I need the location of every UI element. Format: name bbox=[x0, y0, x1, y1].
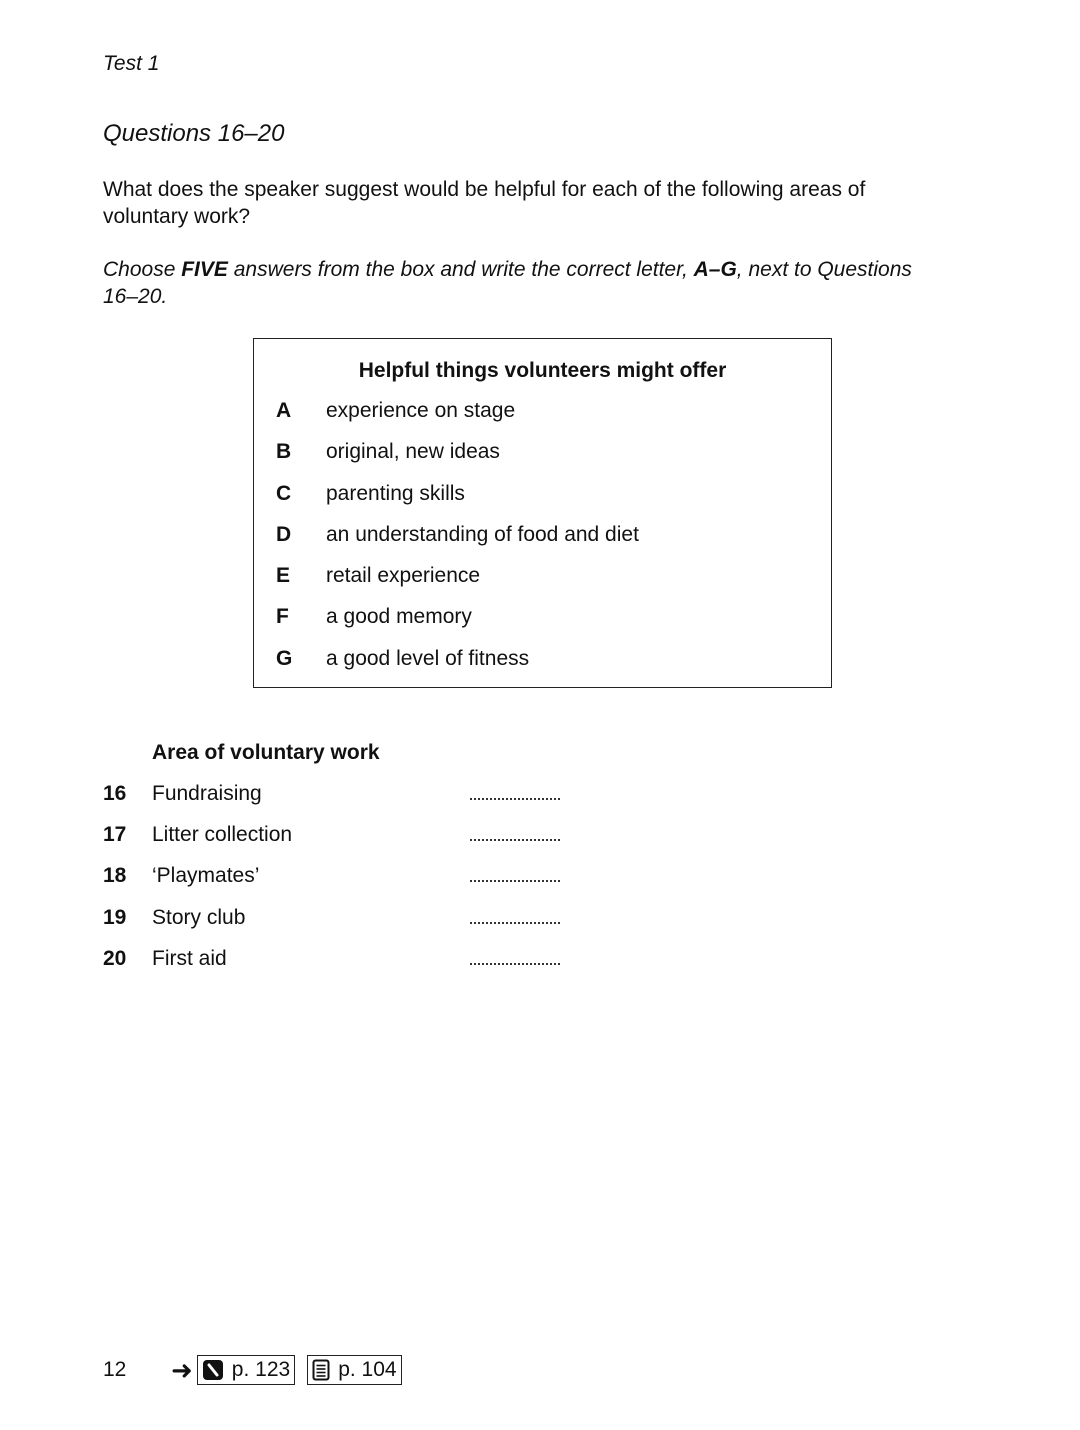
option-text: original, new ideas bbox=[326, 440, 500, 464]
answer-key-page: p. 104 bbox=[338, 1358, 397, 1381]
instruction-emphasis-range: A–G bbox=[693, 258, 737, 281]
question-number: 19 bbox=[103, 905, 127, 929]
instruction-part: Choose bbox=[103, 258, 182, 281]
question-number: 20 bbox=[103, 946, 127, 970]
running-head: Test 1 bbox=[103, 52, 160, 75]
question-list bbox=[103, 782, 560, 988]
options-list bbox=[276, 399, 639, 688]
answer-blank[interactable] bbox=[470, 951, 560, 965]
instruction-part: , next to Questions 16–20. bbox=[103, 258, 912, 308]
option-text: a good level of fitness bbox=[326, 646, 530, 670]
options-box bbox=[253, 338, 832, 688]
page-footer bbox=[103, 1355, 414, 1385]
answer-blank[interactable] bbox=[470, 786, 560, 800]
question-row bbox=[103, 782, 560, 823]
option-row bbox=[276, 523, 639, 564]
audio-script-reference[interactable] bbox=[197, 1355, 295, 1385]
option-letter: A bbox=[276, 399, 292, 422]
question-number: 16 bbox=[103, 782, 127, 805]
option-letter: C bbox=[276, 481, 292, 505]
option-text: retail experience bbox=[326, 564, 481, 588]
option-row bbox=[276, 399, 639, 440]
answer-blank[interactable] bbox=[470, 910, 560, 924]
option-letter: F bbox=[276, 605, 289, 629]
option-text: a good memory bbox=[326, 605, 472, 629]
options-box-title: Helpful things volunteers might offer bbox=[358, 359, 727, 382]
question-label: Litter collection bbox=[152, 823, 293, 847]
option-row bbox=[276, 482, 639, 523]
answer-blank[interactable] bbox=[470, 868, 560, 882]
instruction-emphasis-five: FIVE bbox=[181, 258, 228, 281]
question-row bbox=[103, 864, 560, 905]
answer-blank[interactable] bbox=[470, 827, 560, 841]
question-label: Story club bbox=[152, 905, 246, 929]
section-heading: Questions 16–20 bbox=[103, 120, 285, 147]
area-heading: Area of voluntary work bbox=[152, 741, 380, 764]
question-number: 18 bbox=[103, 864, 127, 888]
question-row bbox=[103, 906, 560, 947]
page-number: 12 bbox=[103, 1358, 127, 1381]
question-label: ‘Playmates’ bbox=[152, 864, 260, 888]
question-number: 17 bbox=[103, 823, 127, 847]
option-row bbox=[276, 564, 639, 605]
question-label: First aid bbox=[152, 946, 227, 970]
instruction-part: answers from the box and write the correct letter, bbox=[227, 258, 694, 281]
answer-key-reference[interactable] bbox=[307, 1355, 401, 1385]
option-text: parenting skills bbox=[326, 481, 465, 505]
answer-key-icon bbox=[312, 1359, 330, 1381]
option-letter: E bbox=[276, 564, 291, 588]
option-text: experience on stage bbox=[326, 399, 516, 422]
option-letter: B bbox=[276, 440, 292, 464]
audio-script-page: p. 123 bbox=[231, 1358, 291, 1381]
option-row bbox=[276, 605, 639, 646]
question-row bbox=[103, 947, 560, 988]
option-letter: D bbox=[276, 522, 292, 546]
instruction-text bbox=[103, 256, 943, 310]
option-text: an understanding of food and diet bbox=[326, 522, 639, 546]
arrow-right-icon: ➜ bbox=[171, 1355, 193, 1385]
question-label: Fundraising bbox=[152, 782, 262, 805]
audio-script-icon bbox=[202, 1359, 224, 1381]
option-row bbox=[276, 647, 639, 688]
question-text: What does the speaker suggest would be helpful for each of the following areas of voluntary work? bbox=[103, 178, 866, 228]
option-row bbox=[276, 440, 639, 481]
question-row bbox=[103, 823, 560, 864]
option-letter: G bbox=[276, 646, 293, 670]
